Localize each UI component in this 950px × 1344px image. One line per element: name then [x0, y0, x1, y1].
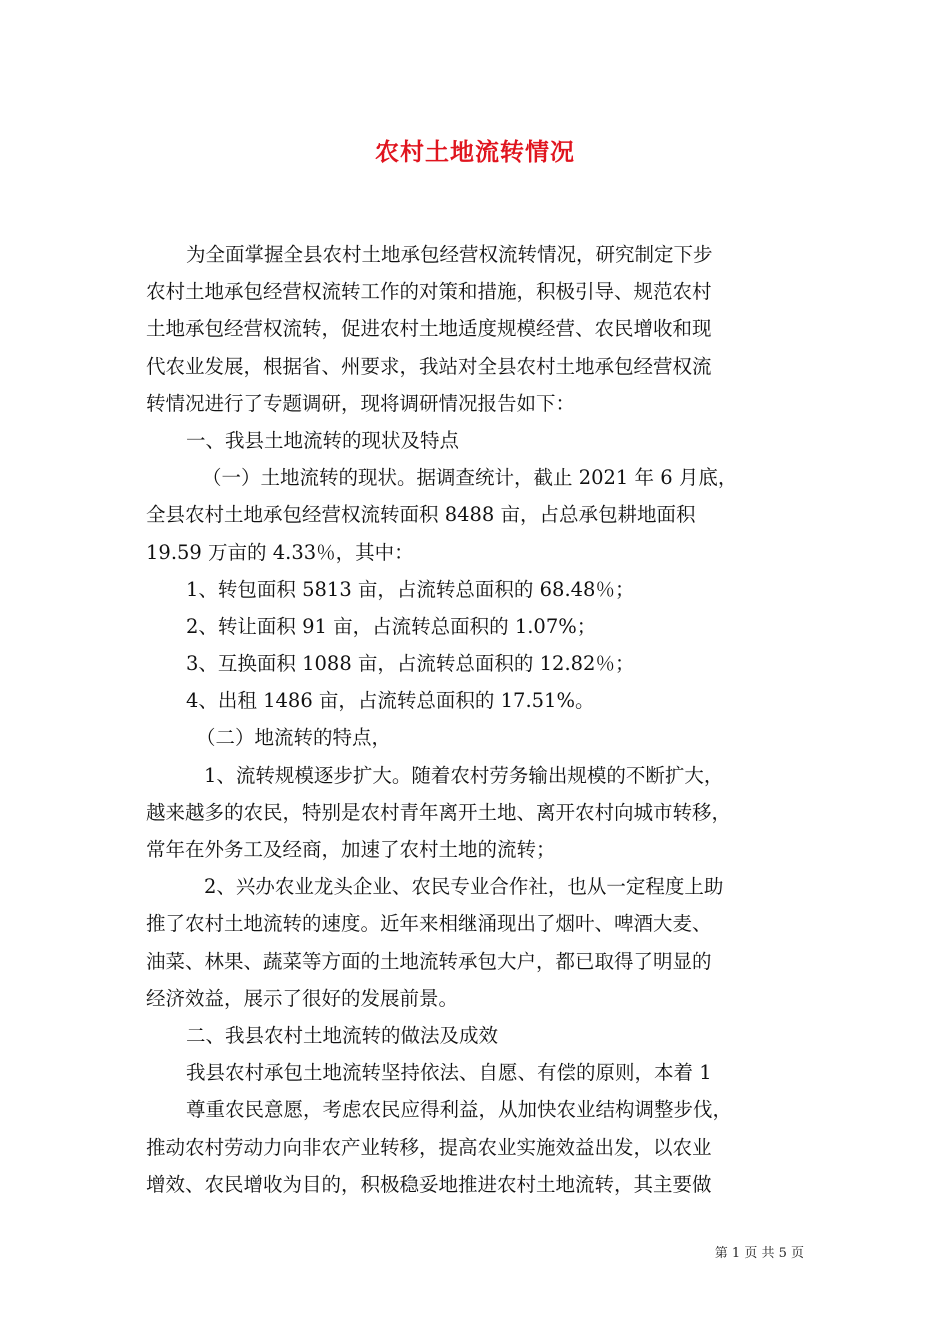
document-body	[146, 236, 816, 1203]
paragraph-line: 转情况进行了专题调研，现将调研情况报告如下：	[146, 391, 576, 415]
document-title: 农村土地流转情况	[375, 137, 575, 166]
list-item: 3、互换面积 1088 亩，占流转总面积的 12.82％；	[186, 652, 635, 676]
paragraph-line: 增效、农民增收为目的，积极稳妥地推进农村土地流转，其主要做	[146, 1172, 712, 1196]
list-item: 2、转让面积 91 亩，占流转总面积的 1.07%；	[186, 614, 597, 638]
section-heading: 一、我县土地流转的现状及特点	[186, 428, 460, 452]
paragraph-line: 我县农村承包土地流转坚持依法、自愿、有偿的原则，本着 1	[186, 1061, 712, 1085]
paragraph-line: 推了农村土地流转的速度。近年来相继涌现出了烟叶、啤酒大麦、	[146, 912, 712, 936]
paragraph-line: 经济效益，展示了很好的发展前景。	[146, 986, 459, 1010]
list-item: 1、转包面积 5813 亩，占流转总面积的 68.48％；	[186, 577, 635, 601]
paragraph-line: 推动农村劳动力向非农产业转移，提高农业实施效益出发，以农业	[146, 1135, 712, 1159]
paragraph-line: 农村土地承包经营权流转工作的对策和措施，积极引导、规范农村	[146, 280, 712, 304]
paragraph-line: 1、流转规模逐步扩大。随着农村劳务输出规模的不断扩大，	[204, 763, 724, 787]
paragraph-line: 越来越多的农民，特别是农村青年离开土地、离开农村向城市转移，	[146, 800, 732, 824]
subsection-heading: （二）地流转的特点，	[196, 726, 392, 750]
paragraph-line: 土地承包经营权流转，促进农村土地适度规模经营、农民增收和现	[146, 317, 712, 341]
paragraph-line: 2、兴办农业龙头企业、农民专业合作社，也从一定程度上助	[204, 875, 724, 899]
paragraph-line: 代农业发展，根据省、州要求，我站对全县农村土地承包经营权流	[146, 354, 712, 378]
paragraph-line: 油菜、林果、蔬菜等方面的土地流转承包大户，都已取得了明显的	[146, 949, 712, 973]
section-heading: 二、我县农村土地流转的做法及成效	[186, 1023, 499, 1047]
page-number: 第 1 页 共 5 页	[714, 1246, 804, 1261]
paragraph-line: 常年在外务工及经商，加速了农村土地的流转；	[146, 838, 556, 861]
paragraph-line: 为全面掌握全县农村土地承包经营权流转情况，研究制定下步	[186, 243, 713, 266]
paragraph-line: 全县农村土地承包经营权流转面积 8488 亩，占总承包耕地面积	[146, 503, 696, 527]
paragraph-line: 19.59 万亩的 4.33％，其中：	[146, 540, 414, 564]
list-item: 4、出租 1486 亩，占流转总面积的 17.51%。	[186, 689, 595, 713]
paragraph-line: （一）土地流转的现状。据调查统计，截止 2021 年 6 月底，	[202, 466, 738, 490]
paragraph-line: 尊重农民意愿，考虑农民应得利益，从加快农业结构调整步伐，	[186, 1098, 733, 1122]
